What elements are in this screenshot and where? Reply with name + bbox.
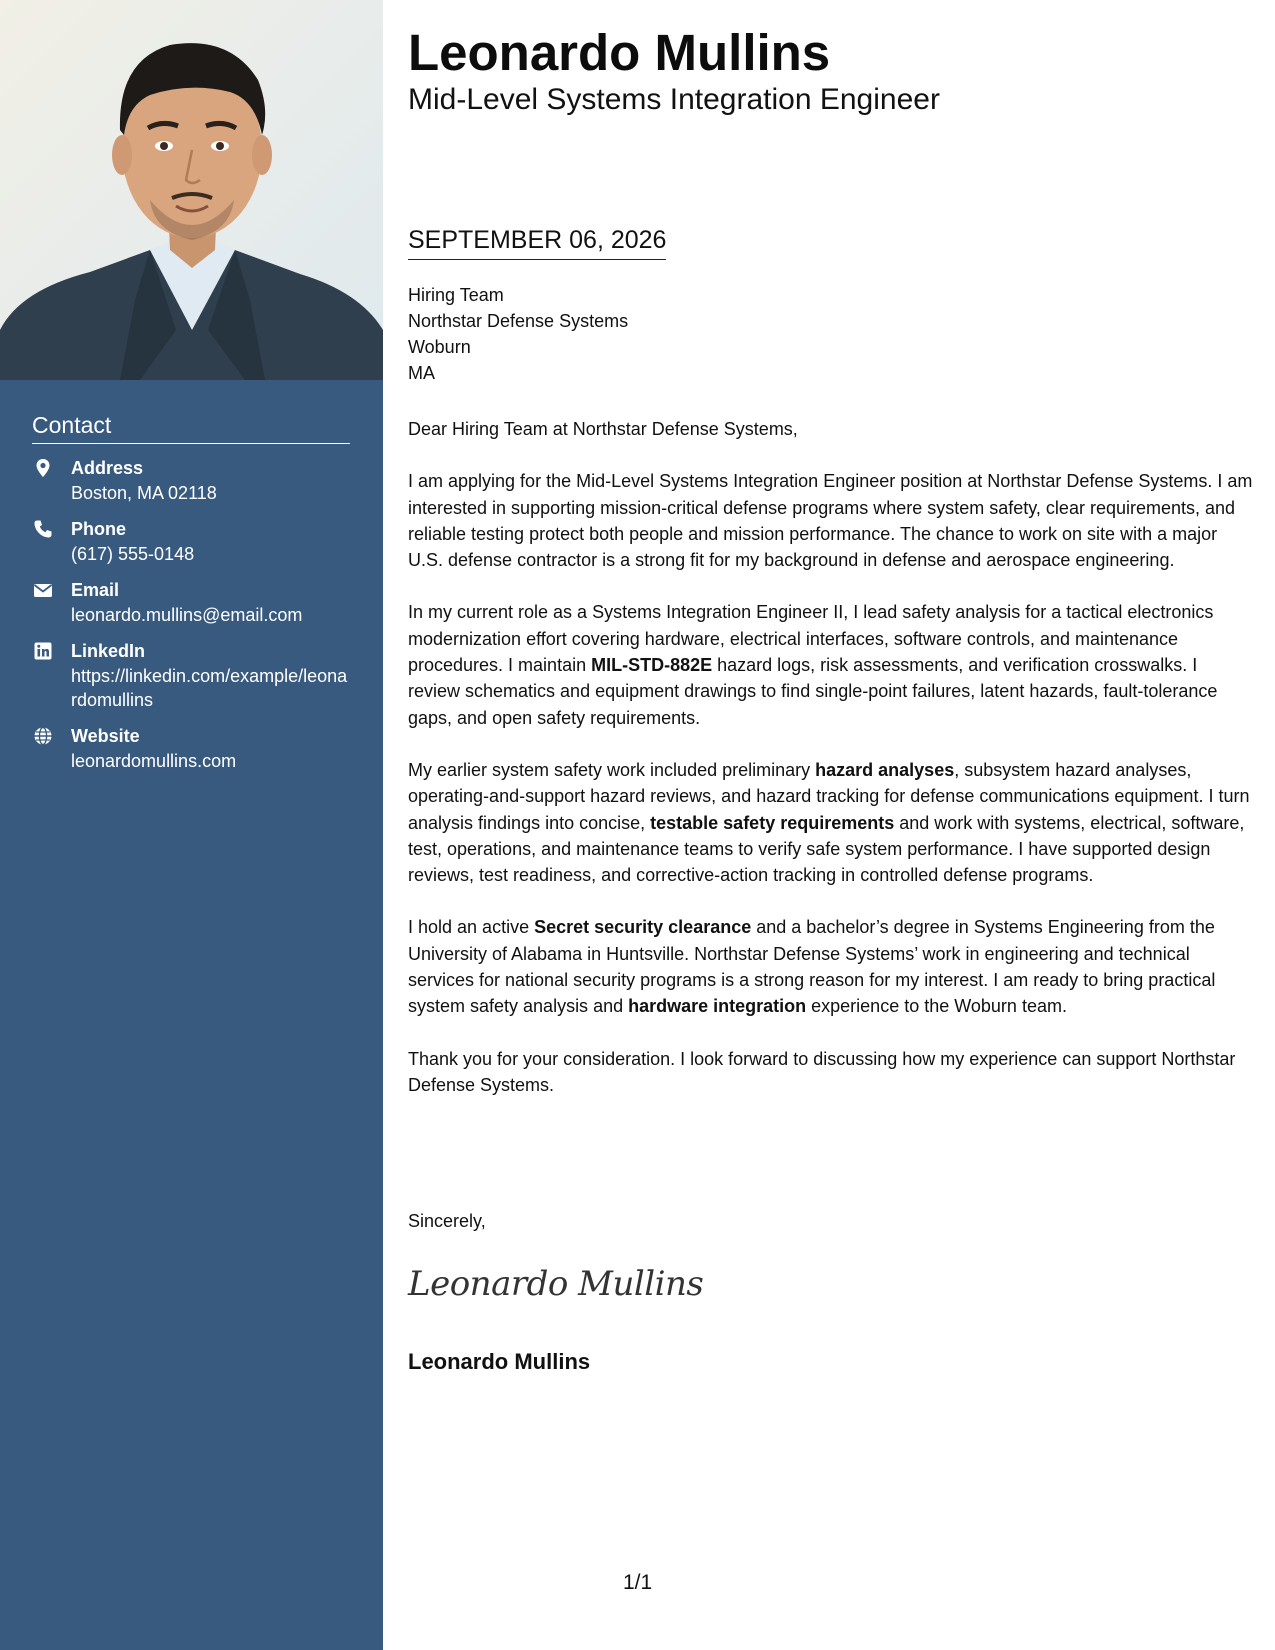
paragraph-3: My earlier system safety work included preliminary hazard analyses, subsystem hazard analyses, operating-and-support hazard reviews, and hazard tracking for defense communications equipment. I turn analysis findings into concise, testable safety requirements and work with systems, electrical, software, test, operations, and maintenance teams to verify safe system performance. I have supported design reviews, test readiness, and corrective-action tracking in controlled defense programs. xyxy=(408,759,1250,886)
applicant-title: Mid-Level Systems Integration Engineer xyxy=(408,83,940,116)
linkedin-icon xyxy=(32,640,54,662)
sidebar xyxy=(0,0,383,1650)
paragraph-4: I hold an active Secret security clearance and a bachelor’s degree in Systems Engineering from the University of Alabama in Huntsville. Northstar Defense Systems’ work in engineering and technical services for national security programs is a strong reason for my interest. I am ready to bring practical system safety analysis and hardware integration experience to the Woburn team. xyxy=(408,917,1216,1017)
envelope-icon xyxy=(32,579,54,601)
recipient-line: Woburn xyxy=(408,337,471,357)
signature: Leonardo Mullins xyxy=(408,1264,704,1304)
recipient-block xyxy=(408,282,628,386)
linkedin-label: LinkedIn xyxy=(71,641,146,661)
letter-date: SEPTEMBER 06, 2026 xyxy=(408,223,666,260)
recipient-line: Hiring Team xyxy=(408,285,504,305)
contact-linkedin xyxy=(32,639,350,712)
website-label: Website xyxy=(71,726,140,746)
closing: Sincerely, xyxy=(408,1211,486,1231)
paragraph-2: In my current role as a Systems Integration Engineer II, I lead safety analysis for a tactical electronics modernization effort covering hardware, electrical interfaces, software controls, and maintenance procedures. I maintain MIL-STD-882E hazard logs, risk assessments, and verification crosswalks. I review schematics and equipment drawings to find single-point failures, latent hazards, fault-tolerance gaps, and open safety requirements. xyxy=(408,602,1218,728)
website-value[interactable]: leonardomullins.com xyxy=(71,751,237,771)
contact-address xyxy=(32,456,350,505)
signer-name: Leonardo Mullins xyxy=(408,1349,591,1374)
email-value[interactable]: leonardo.mullins@email.com xyxy=(71,605,303,625)
contact-phone xyxy=(32,517,350,566)
map-pin-icon xyxy=(32,457,54,479)
phone-label: Phone xyxy=(71,519,127,539)
recipient-line: MA xyxy=(408,363,435,383)
phone-value: (617) 555-0148 xyxy=(71,544,195,564)
applicant-name: Leonardo Mullins xyxy=(408,24,831,81)
letter-body xyxy=(408,416,1253,1124)
salutation: Dear Hiring Team at Northstar Defense Systems, xyxy=(408,419,798,439)
paragraph-5: Thank you for your consideration. I look forward to discussing how my experience can support Northstar Defense Systems. xyxy=(408,1048,1236,1095)
phone-icon xyxy=(32,518,54,540)
address-label: Address xyxy=(71,458,144,478)
address-value: Boston, MA 02118 xyxy=(71,483,217,503)
globe-icon xyxy=(32,725,54,747)
contact-section xyxy=(32,412,350,785)
linkedin-value[interactable]: https://linkedin.com/example/leonardomullins xyxy=(71,666,348,710)
profile-photo xyxy=(0,0,383,380)
recipient-line: Northstar Defense Systems xyxy=(408,311,629,331)
paragraph-1: I am applying for the Mid-Level Systems Integration Engineer position at Northstar Defense Systems. I am interested in supporting mission-critical defense programs where system safety, clear requirements, and reliable testing protect both people and mission performance. The chance to work on site with a major U.S. defense contractor is a strong fit for my background in defense and aerospace engineering. xyxy=(408,471,1253,571)
letter-main xyxy=(408,24,1253,1374)
letter-date-block xyxy=(408,223,666,260)
email-label: Email xyxy=(71,580,120,600)
contact-heading: Contact xyxy=(32,412,350,444)
contact-email xyxy=(32,578,350,627)
contact-website xyxy=(32,724,350,773)
page-number: 1/1 xyxy=(623,1571,653,1594)
